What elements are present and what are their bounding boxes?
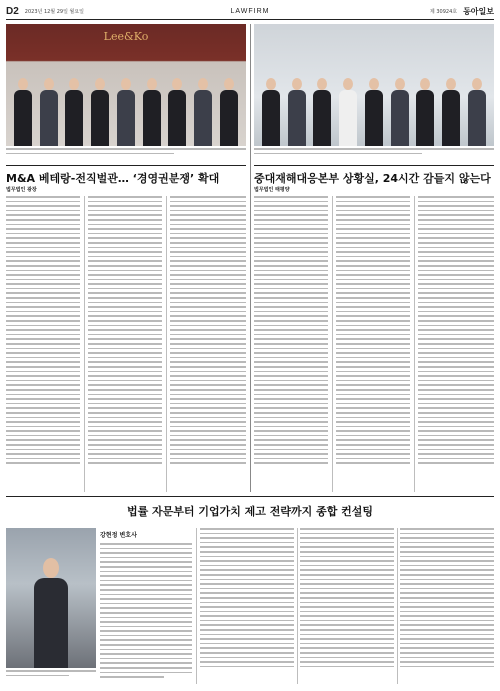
left-body-col-3 [170, 196, 246, 492]
person-figure [40, 78, 58, 146]
left-photo-caption [6, 148, 246, 162]
column-divider [297, 528, 298, 684]
person-figure [91, 78, 109, 146]
page-header [6, 4, 494, 20]
issue-number: 제 30924호 [429, 9, 458, 15]
bottom-body-col-2 [300, 528, 394, 684]
photo-people [258, 66, 490, 146]
right-photo-caption [254, 148, 494, 162]
article-divider [250, 24, 251, 492]
right-headline: 중대재해대응본부 상황실, 24시간 감듵지 않는다 [254, 165, 494, 186]
person-figure [391, 78, 409, 146]
person-figure [468, 78, 486, 146]
profile-name: 강현정 변호사 [100, 532, 137, 539]
person-figure [220, 78, 238, 146]
person-figure [14, 78, 32, 146]
profile-box [100, 530, 192, 681]
person-figure [34, 558, 68, 668]
firm-logo: Lee&Ko [103, 30, 149, 43]
bottom-body-col-1 [200, 528, 294, 684]
column-divider [84, 196, 85, 492]
left-headline: M&A 베테랑-전직벌관… ‘경영권분쟁’ 확대 [6, 165, 246, 186]
right-group-photo [254, 24, 494, 146]
column-divider [196, 528, 197, 684]
person-figure [117, 78, 135, 146]
person-figure [262, 78, 280, 146]
person-figure [194, 78, 212, 146]
person-figure [416, 78, 434, 146]
column-divider [397, 528, 398, 684]
column-divider [166, 196, 167, 492]
left-body-col-2 [88, 196, 162, 492]
photo-people [10, 66, 242, 146]
bottom-photo-caption [6, 670, 96, 688]
person-figure [313, 78, 331, 146]
bottom-body-col-3 [400, 528, 494, 684]
right-body-col-1 [254, 196, 328, 492]
person-figure [339, 78, 357, 146]
person-figure [365, 78, 383, 146]
bottom-portrait-photo [6, 528, 96, 668]
left-body-col-1 [6, 196, 80, 492]
header-right [430, 6, 494, 17]
right-body-col-3 [418, 196, 494, 492]
person-figure [143, 78, 161, 146]
right-byline: 법무법인 태평양 [254, 187, 290, 193]
bottom-banner [6, 496, 494, 519]
left-group-photo [6, 24, 246, 146]
person-figure [288, 78, 306, 146]
column-divider [332, 196, 333, 492]
column-divider [414, 196, 415, 492]
left-byline: 법무법인 광장 [6, 187, 37, 193]
person-figure [168, 78, 186, 146]
page-number: D2 [6, 6, 19, 17]
right-body-col-2 [336, 196, 410, 492]
person-figure [65, 78, 83, 146]
bottom-headline: 법률 자문부터 기업가치 제고 전략까지 종합 컨설팅 [126, 505, 374, 518]
section-name: LAWFIRM [230, 8, 270, 15]
person-figure [442, 78, 460, 146]
newspaper-brand: 동아일보 [463, 6, 494, 16]
page-date: 2023년 12월 29일 월요일 [24, 9, 84, 15]
